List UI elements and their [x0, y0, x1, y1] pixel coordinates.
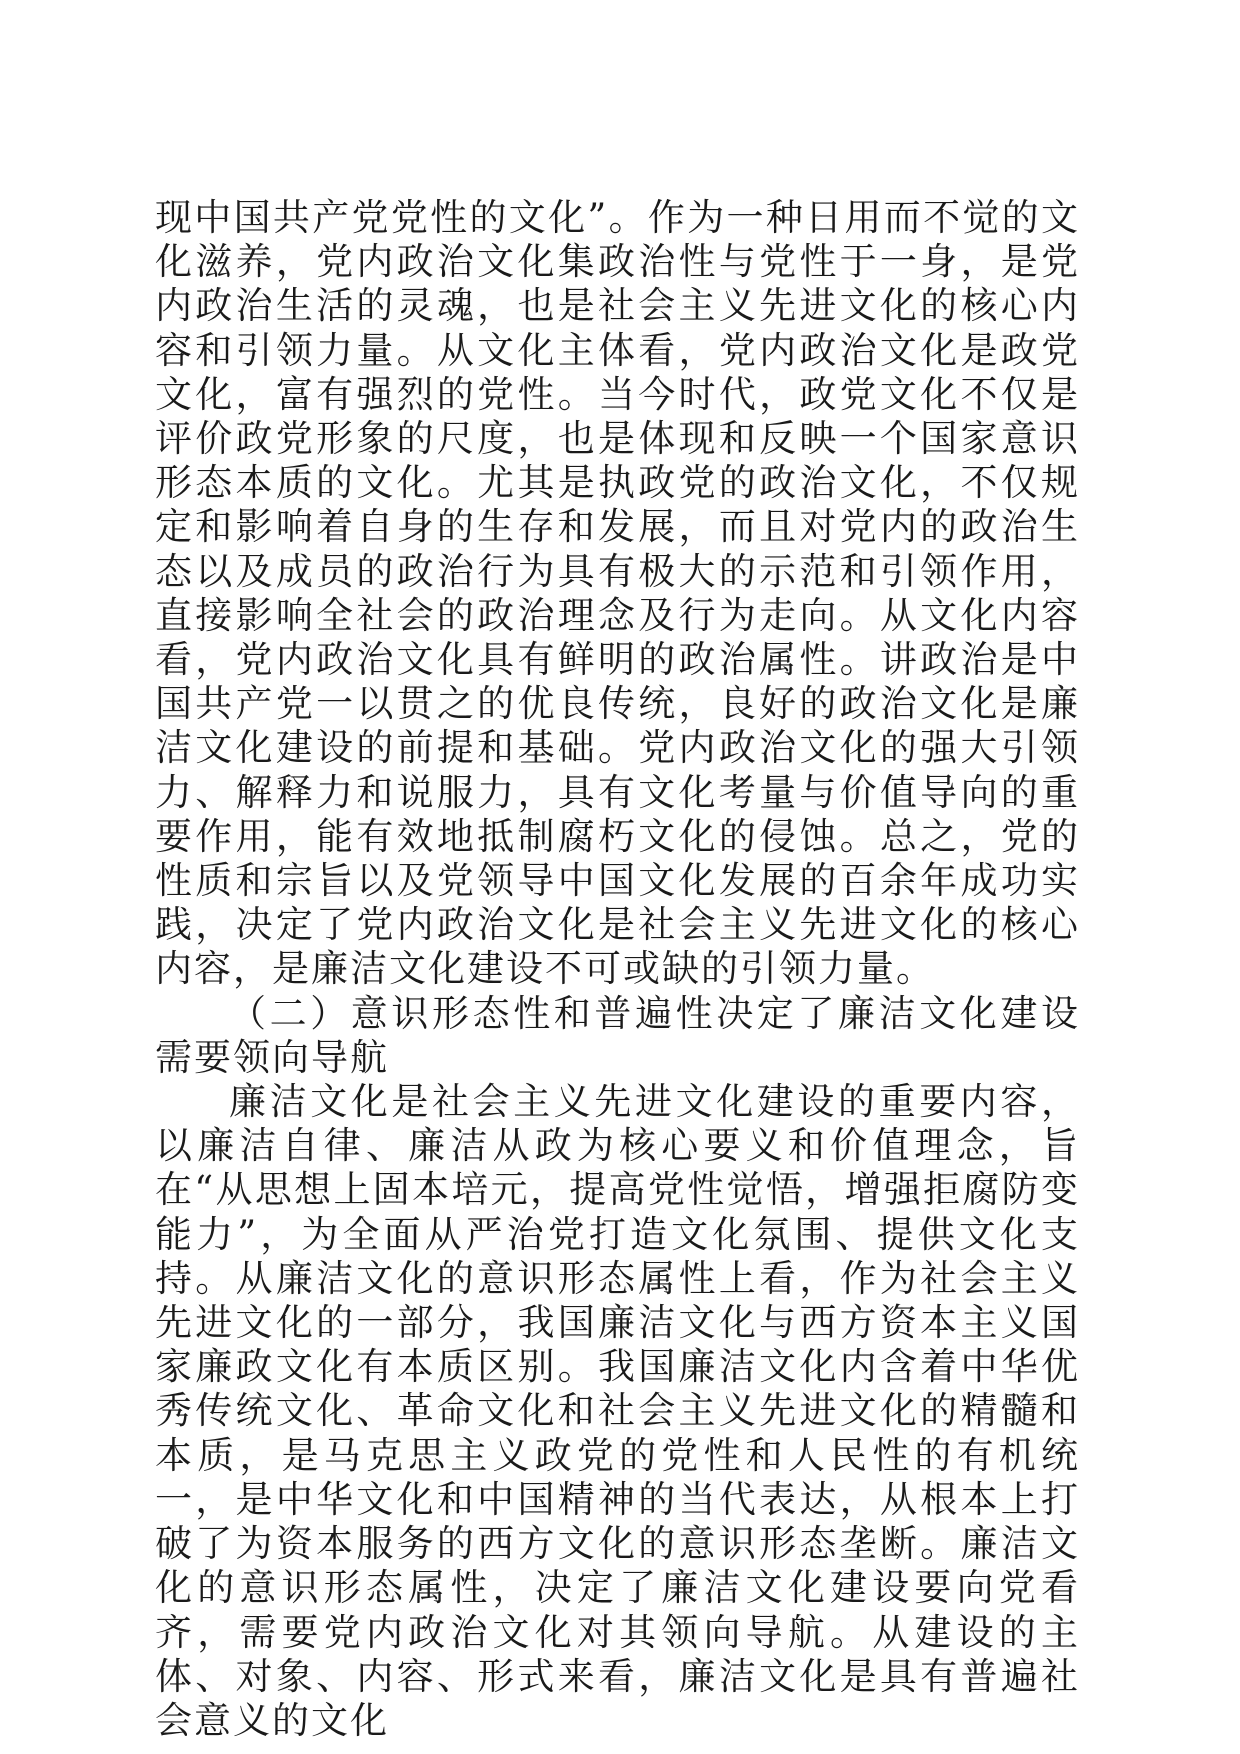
section-subheading: （二）意识形态性和普遍性决定了廉洁文化建设需要领向导航: [155, 991, 1080, 1079]
body-paragraph: 廉洁文化是社会主义先进文化建设的重要内容，以廉洁自律、廉洁从政为核心要义和价值理念，旨在“从思想上固本培元，提高党性觉悟，增强拒腐防变能力”，为全面从严治党打造文化氛围、提供文化支持。从廉洁文化的意识形态属性上看，作为社会主义先进文化的一部分，我国廉洁文化与西方资本主义国家廉政文化有本质区别。我国廉洁文化内含着中华优秀传统文化、革命文化和社会主义先进文化的精髓和本质，是马克思主义政党的党性和人民性的有机统一，是中华文化和中国精神的当代表达，从根本上打破了为资本服务的西方文化的意识形态垄断。廉洁文化的意识形态属性，决定了廉洁文化建设要向党看齐，需要党内政治文化对其领向导航。从建设的主体、对象、内容、形式来看，廉洁文化是具有普遍社会意义的文化: [155, 1080, 1080, 1742]
body-paragraph-continued: 现中国共产党党性的文化”。作为一种日用而不觉的文化滋养，党内政治文化集政治性与党性于一身，是党内政治生活的灵魂，也是社会主义先进文化的核心内容和引领力量。从文化主体看，党内政治文化是政党文化，富有强烈的党性。当今时代，政党文化不仅是评价政党形象的尺度，也是体现和反映一个国家意识形态本质的文化。尤其是执政党的政治文化，不仅规定和影响着自身的生存和发展，而且对党内的政治生态以及成员的政治行为具有极大的示范和引领作用，直接影响全社会的政治理念及行为走向。从文化内容看，党内政治文化具有鲜明的政治属性。讲政治是中国共产党一以贯之的优良传统，良好的政治文化是廉洁文化建设的前提和基础。党内政治文化的强大引领力、解释力和说服力，具有文化考量与价值导向的重要作用，能有效地抵制腐朽文化的侵蚀。总之，党的性质和宗旨以及党领导中国文化发展的百余年成功实践，决定了党内政治文化是社会主义先进文化的核心内容，是廉洁文化建设不可或缺的引领力量。: [155, 196, 1080, 991]
document-body: [155, 196, 1080, 1743]
